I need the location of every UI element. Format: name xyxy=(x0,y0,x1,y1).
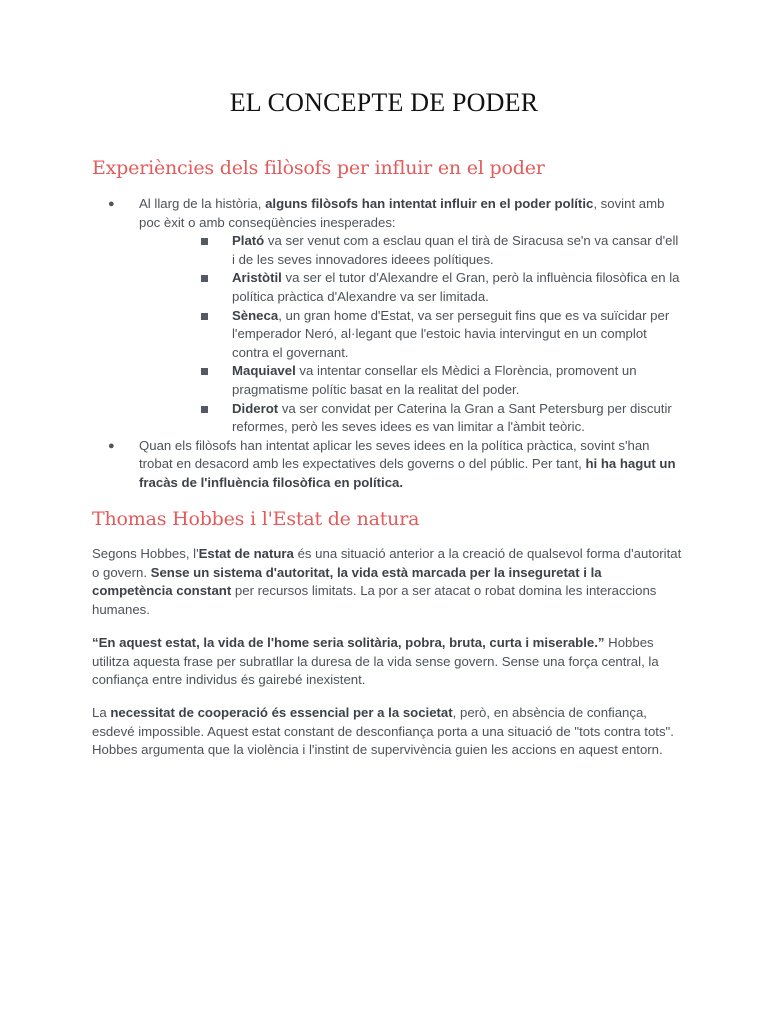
bullet-icon: ● xyxy=(108,439,115,452)
sublist-item-diderot: Diderot va ser convidat per Caterina la Gran a Sant Petersburg per discutir reformes, però les seves idees es van limitar a l'àmbit teòric. xyxy=(139,400,682,437)
bullet-icon: ● xyxy=(108,198,115,210)
sublist-item-maquiavel: Maquiavel va intentar consellar els Mèdici a Florència, promovent un pragmatisme polític basat en la realitat del poder. xyxy=(139,362,682,399)
square-bullet-icon xyxy=(201,275,208,282)
square-bullet-icon xyxy=(201,238,208,245)
list-item: ● Quan els filòsofs han intentat aplicar les seves idees en la política pràctica, sovint s'han trobat en desacord amb les expectatives dels governs o del públic. Per tant, hi ha hagut un fracàs de l'influència filosòfica en política. xyxy=(108,437,676,490)
sublist-item-plato: Plató va ser venut com a esclau quan el tirà de Siracusa se'n va cansar d'ell i de les seves innovadores ideees polítiques. xyxy=(139,232,682,269)
sublist-item-seneca: Sèneca, un gran home d'Estat, va ser perseguit fins que es va suïcidar per l'emperador Neró, al·legant que l'estoic havia intervingut en un complot contra el governant. xyxy=(139,307,682,363)
square-bullet-icon xyxy=(201,406,208,413)
paragraph-hobbes-quote: “En aquest estat, la vida de l'home seria solitària, pobra, bruta, curta i miserable.” Hobbes utilitza aquesta frase per subratllar la duresa de la vida sense govern. Sense una força central, la confiança entre individus és gairebé inexistent. xyxy=(92,635,659,688)
section-heading-philosophers: Experiències dels filòsofs per influir en el poder xyxy=(92,157,545,179)
square-bullet-icon xyxy=(201,368,208,375)
philosophers-list xyxy=(92,195,682,493)
list-item: ● Al llarg de la història, alguns filòsofs han intentat influir en el poder polític, sovint amb poc èxit o amb conseqüències inesperades: Plató va ser venut com a esclau quan el tirà de Siracusa se'n va cansar d'ell i de les seves innovadores ideees polítiques. Aristòtil va ser el tutor d'Alexandre el Gran, però la influència filosòfica en la política pràctica d'Alexandre va ser limitada. Sèneca, un gran home d'Estat, va ser perseguit fins que es va suïcidar per l'emperador Neró, al·legant que l'estoic havia intervingut en un complot contra el governant. Maquiavel va intentar consellar els Mèdici a Florència, promovent un pragmatisme polític basat en la realitat del poder. Diderot va ser convidat per Caterina la Gran a Sant Petersburg per discutir reformes, però les seves idees es van limitar a l'àmbit teòric. xyxy=(92,195,682,437)
philosophers-sublist xyxy=(139,232,682,437)
square-bullet-icon xyxy=(201,313,208,320)
document-title: EL CONCEPTE DE PODER xyxy=(229,88,539,117)
sublist-item-aristotil: Aristòtil va ser el tutor d'Alexandre el Gran, però la influència filosòfica en la política pràctica d'Alexandre va ser limitada. xyxy=(139,269,682,306)
section-heading-hobbes: Thomas Hobbes i l'Estat de natura xyxy=(92,508,420,530)
paragraph-cooperation: La necessitat de cooperació és essencial per a la societat, però, en absència de confiança, esdevé impossible. Aquest estat constant de desconfiança porta a una situació de "tots contra tots". Hobbes argumenta que la violència i l'instint de supervivència guien les accions en aquest entorn. xyxy=(92,705,674,758)
paragraph-state-of-nature: Segons Hobbes, l'Estat de natura és una situació anterior a la creació de qualsevol forma d'autoritat o govern. Sense un sistema d'autoritat, la vida està marcada per la inseguretat i la competència constant per recursos limitats. La por a ser atacat o robat domina les interaccions humanes. xyxy=(92,546,682,617)
